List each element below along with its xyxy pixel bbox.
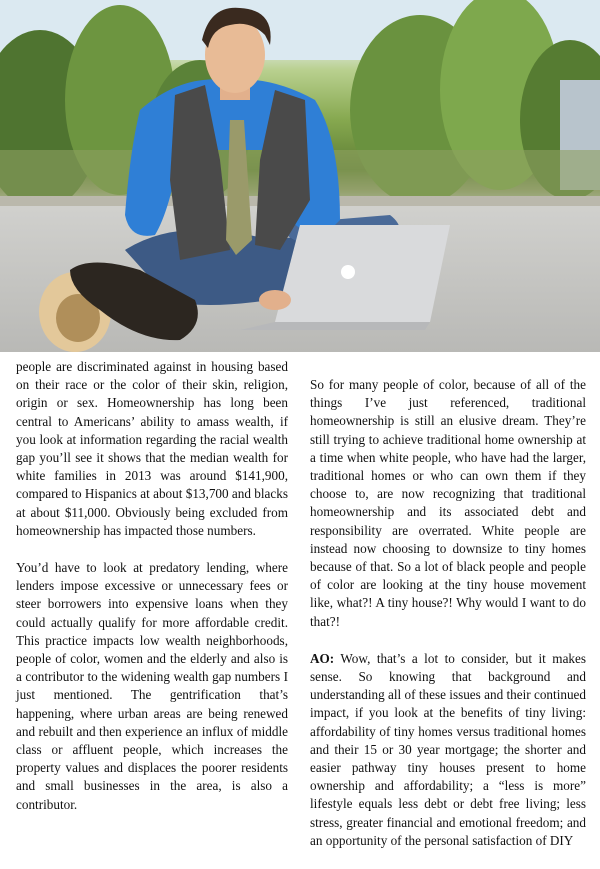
article-photo [0,0,600,352]
paragraph-discrimination: people are discriminated against in housing based on their race or the color of their skin, religion, origin or sex. Homeownership has long been central to Americans’ ability to amass wealth, if you look at information regarding the racial wealth gap you’ll see it shows that the median wealth for white families in 2013 was around $141,900, compared to Hispanics at about $13,700 and blacks at about $11,000. Obviously being excluded from homeownership has impacted those numbers. [16,359,288,538]
article-left-column [16,358,288,833]
laptop-icon [275,225,450,322]
paragraph-people-of-color: So for many people of color, because of all of the things I’ve just referenced, traditional homeownership is still an elusive dream. They’re still trying to achieve traditional home ownership at a time when white people, who have had the larger, traditional homes or who can own them if they choose to, are now recognizing that traditional homeownership and its associated debt and responsibility are overrated. White people are instead now choosing to downsize to tiny homes because of that. So a lot of black people and people of color are looking at the tiny house movement like, what?! A tiny house?! Why would I want to do that?! [310,377,586,629]
article-right-column [310,376,586,869]
paragraph-predatory-lending: You’d have to look at predatory lending, where lenders impose excessive or unnecessary fees or steer borrowers into expensive loans when they could actually qualify for more affordable credit. This practice impacts low wealth neighborhoods, people of color, women and the elderly and also is a contributor to the widening wealth gap numbers I just mentioned. The gentrification that’s happening, where urban areas are being renewed and rebuilt and then experience an influx of middle class or affluent people, which increases the property values and displaces the poorer residents and small businesses in the area, is also a contributor. [16,560,288,812]
speaker-label: AO: [310,650,335,666]
ao-response-text: Wow, that’s a lot to consider, but it makes sense. So knowing that background and understanding all of these issues and their continued impact, if you look at the benefits of tiny living: affordability of tiny homes versus traditional homes and their 15 or 30 year mortgage; the shorter and easier pathway tiny houses present to home ownership and affordability; a “less is more” lifestyle equals less debt or debt free living; less stress, greater financial and emotional freedom; and an opportunity of the personal satisfaction of DIY [310,650,586,848]
man-with-laptop-illustration [30,0,450,352]
paragraph-ao-response [310,650,586,850]
